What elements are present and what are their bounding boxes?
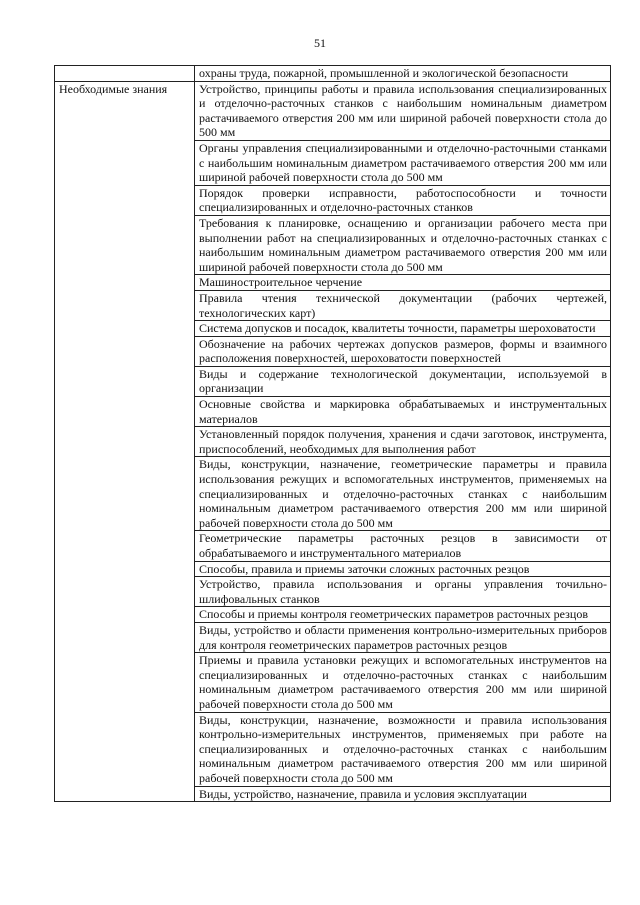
- knowledge-item-cell: Устройство, принципы работы и правила использования специализированных и отделочно-расточных станков с наибольшим номинальным диаметром растачиваемого отверстия 200 мм или шириной рабочей поверхности стола до 500 мм: [195, 81, 611, 140]
- knowledge-item-cell: Виды и содержание технологической документации, используемой в организации: [195, 366, 611, 396]
- knowledge-item-cell: Устройство, правила использования и органы управления точильно-шлифовальных станков: [195, 577, 611, 607]
- continued-text-cell: охраны труда, пожарной, промышленной и экологической безопасности: [195, 66, 611, 82]
- knowledge-item-cell: Основные свойства и маркировка обрабатываемых и инструментальных материалов: [195, 397, 611, 427]
- page-number: 51: [314, 36, 326, 50]
- label-cell-empty: [55, 66, 195, 82]
- knowledge-item-cell: Виды, устройство и области применения контрольно-измерительных приборов для контроля геометрических параметров расточных резцов: [195, 622, 611, 652]
- knowledge-item-cell: Виды, конструкции, назначение, геометрические параметры и правила использования режущих и вспомогательных инструментов, применяемых на специализированных и отделочно-расточных станках с наибольшим номинальным диаметром растачиваемого отверстия 200 мм или шириной рабочей поверхности стола до 500 мм: [195, 457, 611, 531]
- knowledge-item-cell: Способы и приемы контроля геометрических параметров расточных резцов: [195, 607, 611, 623]
- knowledge-item-cell: Приемы и правила установки режущих и вспомогательных инструментов на специализированных и отделочно-расточных станках с наибольшим номинальным диаметром растачиваемого отверстия 200 мм или шириной рабочей поверхности стола до 500 мм: [195, 653, 611, 712]
- knowledge-item-cell: Установленный порядок получения, хранения и сдачи заготовок, инструмента, приспособлений, необходимых для выполнения работ: [195, 427, 611, 457]
- knowledge-item-cell: Обозначение на рабочих чертежах допусков размеров, формы и взаимного расположения поверхностей, шероховатости поверхностей: [195, 336, 611, 366]
- table-row: [55, 81, 611, 140]
- section-label-cell: Необходимые знания: [55, 81, 195, 802]
- knowledge-item-cell: Виды, устройство, назначение, правила и условия эксплуатации: [195, 786, 611, 802]
- knowledge-item-cell: Требования к планировке, оснащению и организации рабочего места при выполнении работ на специализированных и отделочно-расточных станках с наибольшим номинальным диаметром растачиваемого отверстия 200 мм или шириной рабочей поверхности стола до 500 мм: [195, 215, 611, 274]
- knowledge-item-cell: Правила чтения технической документации (рабочих чертежей, технологических карт): [195, 290, 611, 320]
- knowledge-item-cell: Машиностроительное черчение: [195, 275, 611, 291]
- knowledge-item-cell: Способы, правила и приемы заточки сложных расточных резцов: [195, 561, 611, 577]
- knowledge-item-cell: Органы управления специализированными и отделочно-расточными станками с наибольшим номинальным диаметром растачиваемого отверстия 200 мм или шириной рабочей поверхности стола до 500 мм: [195, 140, 611, 185]
- knowledge-item-cell: Порядок проверки исправности, работоспособности и точности специализированных и отделочно-расточных станков: [195, 185, 611, 215]
- knowledge-item-cell: Геометрические параметры расточных резцов в зависимости от обрабатываемого и инструментального материалов: [195, 531, 611, 561]
- knowledge-table: [54, 65, 611, 802]
- table-row: [55, 66, 611, 82]
- knowledge-item-cell: Виды, конструкции, назначение, возможности и правила использования контрольно-измерительных инструментов, применяемых при работе на специализированных и отделочно-расточных станках с наибольшим номинальным диаметром растачиваемого отверстия 200 мм или шириной рабочей поверхности стола до 500 мм: [195, 712, 611, 786]
- knowledge-item-cell: Система допусков и посадок, квалитеты точности, параметры шероховатости: [195, 321, 611, 337]
